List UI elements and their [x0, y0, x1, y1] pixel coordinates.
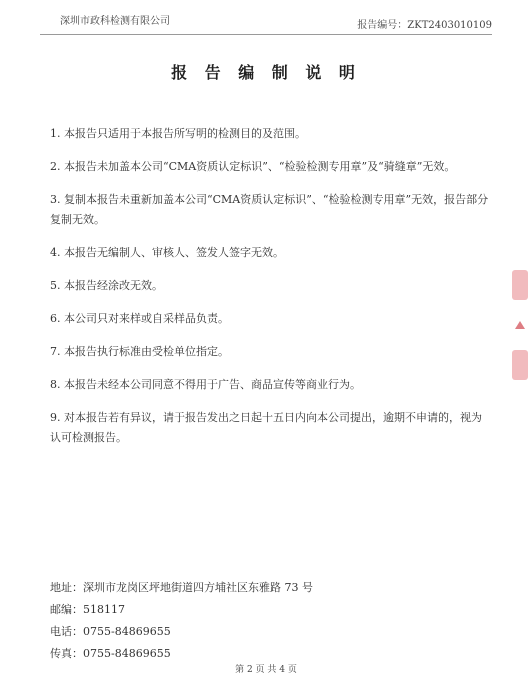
- fax-line: 传真：0755-84869655: [50, 647, 171, 660]
- seal-fragment: [512, 270, 528, 300]
- note-item: 9. 对本报告若有异议，请于报告发出之日起十五日内向本公司提出，逾期不申请的，视为认可检测报告。: [50, 411, 482, 444]
- note-item: 1. 本报告只适用于本报告所写明的检测目的及范围。: [50, 127, 306, 140]
- note-item: 7. 本报告执行标准由受检单位指定。: [50, 345, 229, 358]
- note-item: 8. 本报告未经本公司同意不得用于广告、商品宣传等商业行为。: [50, 378, 361, 391]
- note-item: 3. 复制本报告未重新加盖本公司“CMA资质认定标识”、“检验检测专用章”无效，报告部分复制无效。: [50, 193, 489, 226]
- address-line: 地址：深圳市龙岗区坪地街道四方埔社区东雅路 73 号: [50, 581, 313, 594]
- note-item: 4. 本报告无编制人、审核人、签发人签字无效。: [50, 246, 284, 259]
- page-number: 第 2 页 共 4 页: [235, 665, 297, 675]
- note-item: 5. 本报告经涂改无效。: [50, 279, 163, 292]
- company-name: 深圳市政科检测有限公司: [60, 16, 170, 27]
- seal-fragment: [512, 350, 528, 380]
- page-title: 报 告 编 制 说 明: [171, 63, 361, 82]
- note-item: 6. 本公司只对来样或自采样品负责。: [50, 312, 229, 325]
- phone-line: 电话：0755-84869655: [50, 625, 171, 638]
- seam-seal-mark: [510, 270, 530, 380]
- contact-info: [50, 577, 313, 665]
- postcode-line: 邮编：518117: [50, 603, 125, 616]
- note-item: 2. 本报告未加盖本公司“CMA资质认定标识”、“检验检测专用章”及“骑缝章”无效。: [50, 160, 456, 173]
- seal-triangle-icon: [515, 321, 525, 329]
- report-number: 报告编号：ZKT2403010109: [357, 20, 492, 31]
- notes-list: [50, 124, 490, 461]
- header-divider: [40, 34, 492, 35]
